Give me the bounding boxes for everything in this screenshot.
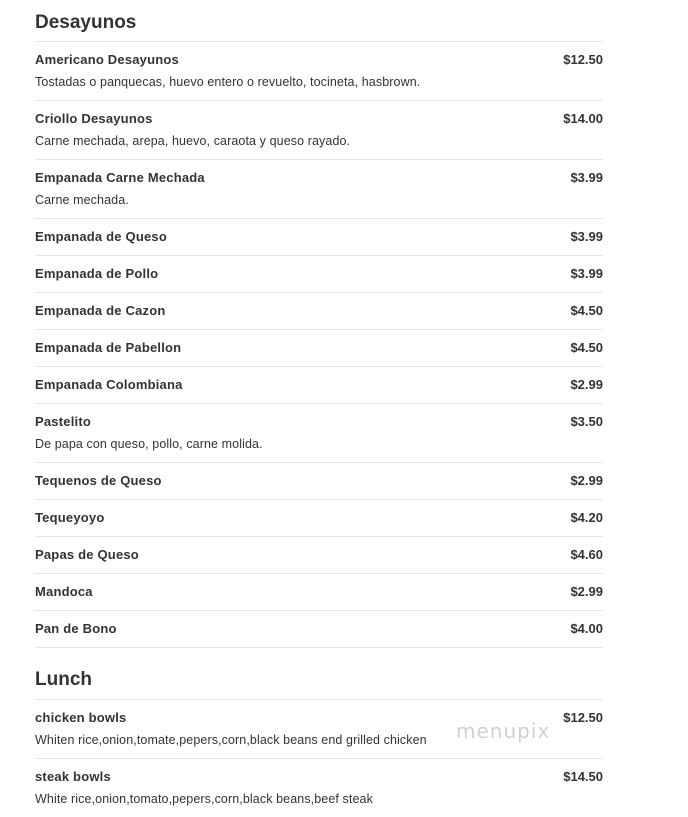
menu-item xyxy=(35,256,603,293)
item-price: $12.50 xyxy=(563,52,603,67)
item-price: $12.50 xyxy=(563,710,603,725)
item-name: Criollo Desayunos xyxy=(35,111,153,126)
item-description: De papa con queso, pollo, carne molida. xyxy=(35,437,263,451)
item-price: $3.99 xyxy=(570,170,603,185)
menu-item xyxy=(35,404,603,463)
item-name: Empanada de Pollo xyxy=(35,266,159,281)
item-price: $2.99 xyxy=(570,473,603,488)
item-price: $2.99 xyxy=(570,584,603,599)
menu-item xyxy=(35,500,603,537)
item-description: Tostadas o panquecas, huevo entero o revuelto, tocineta, hasbrown. xyxy=(35,75,421,89)
menu-item xyxy=(35,160,603,219)
item-name: Americano Desayunos xyxy=(35,52,179,67)
menu-item xyxy=(35,42,603,101)
menu-item xyxy=(35,463,603,500)
item-name: Pan de Bono xyxy=(35,621,117,636)
section-title: Desayunos xyxy=(35,12,137,33)
item-name: Tequenos de Queso xyxy=(35,473,162,488)
menu-item xyxy=(35,611,603,648)
menu-item-list xyxy=(35,41,603,648)
item-price: $4.00 xyxy=(570,621,603,636)
item-price: $4.50 xyxy=(570,303,603,318)
item-description: Carne mechada. xyxy=(35,193,129,207)
item-name: Pastelito xyxy=(35,414,91,429)
item-price: $4.60 xyxy=(570,547,603,562)
item-price: $3.50 xyxy=(570,414,603,429)
item-name: Empanada Carne Mechada xyxy=(35,170,205,185)
menu-item xyxy=(35,537,603,574)
menu-item xyxy=(35,219,603,256)
item-name: Empanada de Pabellon xyxy=(35,340,182,355)
item-name: Empanada de Cazon xyxy=(35,303,166,318)
section-desayunos xyxy=(35,0,603,648)
item-name: Empanada de Queso xyxy=(35,229,167,244)
item-description: White rice,onion,tomato,pepers,corn,black beans,beef steak xyxy=(35,792,373,806)
menu-item xyxy=(35,759,603,817)
item-name: steak bowls xyxy=(35,769,111,784)
menu-item xyxy=(35,574,603,611)
item-name: Tequeyoyo xyxy=(35,510,105,525)
item-price: $2.99 xyxy=(570,377,603,392)
item-description: Carne mechada, arepa, huevo, caraota y queso rayado. xyxy=(35,134,351,148)
item-name: Mandoca xyxy=(35,584,93,599)
item-price: $3.99 xyxy=(570,266,603,281)
item-name: Papas de Queso xyxy=(35,547,139,562)
menu xyxy=(35,0,603,817)
menu-item xyxy=(35,367,603,404)
item-price: $14.50 xyxy=(563,769,603,784)
item-description: Whiten rice,onion,tomate,pepers,corn,black beans end grilled chicken xyxy=(35,733,427,747)
menu-item xyxy=(35,330,603,367)
item-price: $4.50 xyxy=(570,340,603,355)
item-price: $14.00 xyxy=(563,111,603,126)
menu-item xyxy=(35,101,603,160)
menupix-watermark: menupix xyxy=(456,719,551,743)
section-title: Lunch xyxy=(35,669,92,690)
menu-item xyxy=(35,293,603,330)
item-name: Empanada Colombiana xyxy=(35,377,183,392)
item-price: $3.99 xyxy=(570,229,603,244)
item-price: $4.20 xyxy=(570,510,603,525)
item-name: chicken bowls xyxy=(35,710,127,725)
menu-item-list xyxy=(35,699,603,817)
